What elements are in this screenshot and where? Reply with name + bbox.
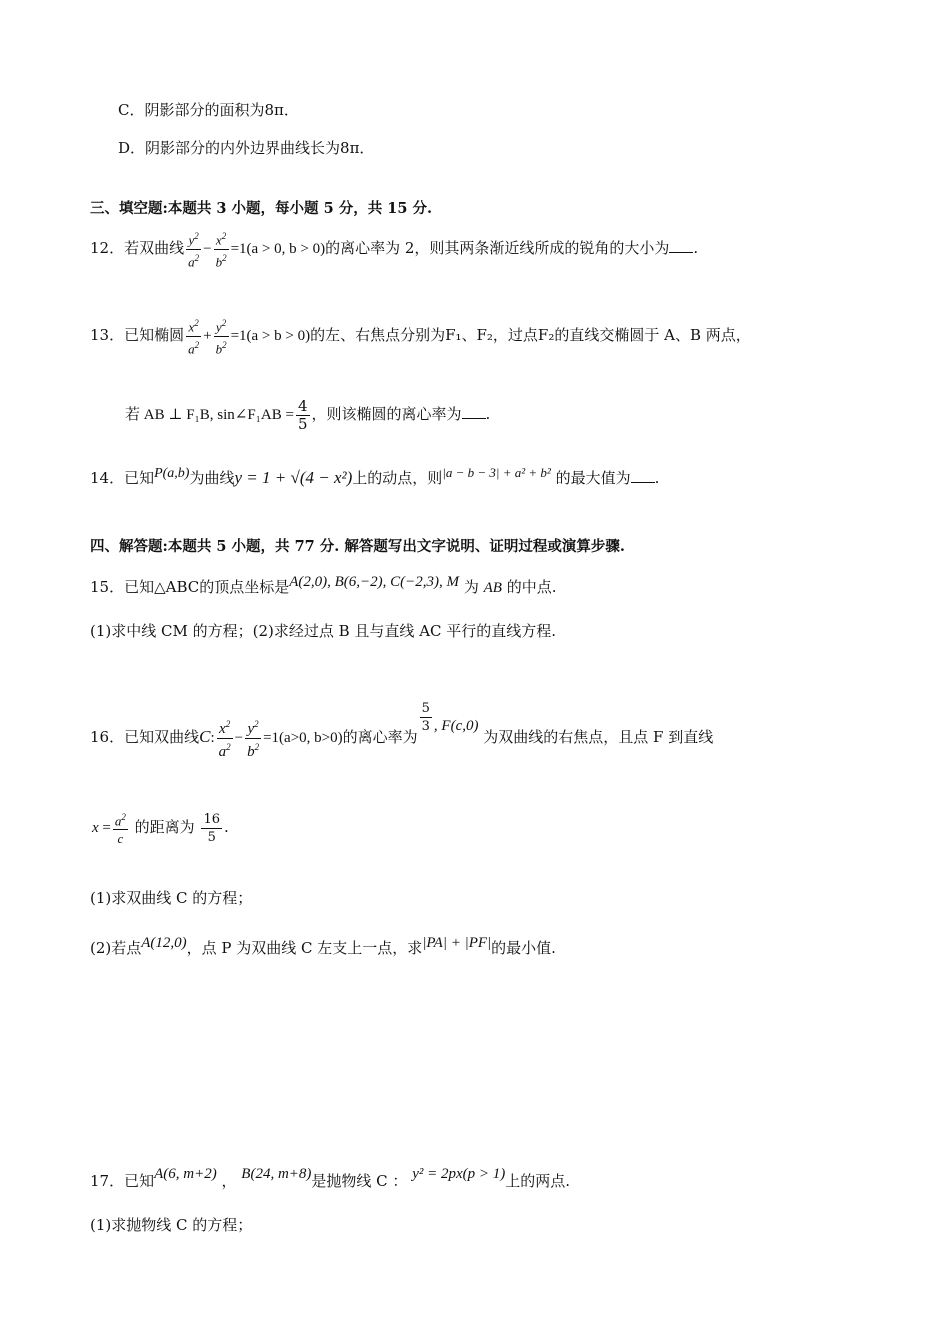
- question-13: 13．已知椭圆 $\frac{x^2}{a^2}$ + $\frac{y^2}{b^2}$ =1(a > b > 0)的左、右焦点分别为F₁、F₂，过点F₂的直线交椭圆于 A、B 两点，: [90, 315, 751, 357]
- q14-point: P(a,b): [154, 466, 190, 481]
- question-17-part1: (1)求抛物线 C 的方程；: [90, 1216, 253, 1234]
- q13-condition: 若 AB ⊥ F₁B, sin∠F₁AB =: [125, 407, 294, 423]
- q12-answer-blank[interactable]: [669, 238, 693, 253]
- q12-text: 的离心率为 2，则其两条渐近线所成的锐角的大小为: [325, 239, 670, 257]
- q13-line2-text: ，则该椭圆的离心率为: [311, 405, 462, 423]
- q14-curve: y = 1 + √(4 − x²): [234, 468, 353, 487]
- q16-point-a: A(12,0): [141, 935, 187, 951]
- question-15-parts: (1)求中线 CM 的方程；(2)求经过点 B 且与直线 AC 平行的直线方程.: [90, 622, 557, 640]
- q14-expression: |a − b − 3| + a² + b²: [442, 465, 551, 480]
- q16-frac-x: $\frac{x^2}{a^2}$: [217, 716, 233, 761]
- q13-sin-frac: $\frac{4}{5}$: [297, 396, 308, 433]
- q15-prefix: 15．已知△ABC的顶点坐标是: [90, 578, 290, 596]
- q13-text: 的左、右焦点分别为F₁、F₂，过点F₂的直线交椭圆于 A、B 两点，: [310, 326, 751, 344]
- question-15: 15．已知△ABC的顶点坐标是A(2,0), B(6,−2), C(−2,3), M 为 AB 的中点.: [90, 574, 557, 596]
- q14-answer-blank[interactable]: [631, 468, 655, 483]
- q17-point-b: B(24, m+8): [241, 1166, 312, 1182]
- q16-frac-y: $\frac{y^2}{b^2}$: [245, 716, 261, 761]
- section4-heading: 四、解答题:本题共 5 小题，共 77 分. 解答题写出文字说明、证明过程或演算步骤.: [90, 538, 625, 555]
- q16-prefix: 16．已知双曲线: [90, 728, 200, 746]
- q13-frac-y: $\frac{y^2}{b^2}$: [214, 315, 229, 357]
- q15-coords: A(2,0), B(6,−2), C(−2,3), M: [289, 574, 460, 590]
- question-14: 14．已知P(a,b)为曲线y = 1 + √(4 − x²)上的动点，则|a − b − 3| + a² + b² 的最大值为 .: [90, 465, 660, 487]
- option-c: C．阴影部分的面积为8π．: [118, 101, 299, 119]
- q13-formula-tail: =1(a > b > 0): [230, 328, 311, 344]
- q16-distance: $\frac{16}{5}$: [203, 811, 221, 845]
- question-12: 12．若双曲线 $\frac{y^2}{a^2}$ − $\frac{x^2}{b^2}$ =1(a > 0, b > 0)的离心率为 2，则其两条渐近线所成的锐角的大小为 .: [90, 228, 698, 270]
- question-16-line2: x = $\frac{a^2}{c}$ 的距离为 $\frac{16}{5}$ .: [92, 805, 229, 850]
- question-17: 17．已知A(6, m+2) ， B(24, m+8)是抛物线 C ： y² = 2px(p > 1)上的两点.: [90, 1166, 571, 1190]
- question-16-part2: (2)若点A(12,0)，点 P 为双曲线 C 左支上一点，求|PA| + |PF|的最小值.: [90, 935, 556, 957]
- option-d: D．阴影部分的内外边界曲线长为8π．: [118, 139, 375, 157]
- q12-frac-x: $\frac{x^2}{b^2}$: [214, 228, 229, 270]
- q13-answer-blank[interactable]: [462, 404, 486, 419]
- section3-heading: 三、填空题:本题共 3 小题，每小题 5 分，共 15 分.: [90, 200, 433, 217]
- q16-focus: , F(c,0): [433, 718, 479, 734]
- q12-frac-y: $\frac{y^2}{a^2}$: [186, 228, 201, 270]
- q14-text: 的最大值为: [555, 469, 631, 487]
- q14-prefix: 14．已知: [90, 469, 155, 487]
- q17-prefix: 17．已知: [90, 1172, 155, 1190]
- q13-frac-x: $\frac{x^2}{a^2}$: [186, 315, 201, 357]
- q16-expression: |PA| + |PF|: [422, 935, 492, 951]
- q17-formula: y² = 2px(p > 1): [412, 1166, 506, 1182]
- q17-point-a: A(6, m+2): [154, 1166, 217, 1182]
- q16-eccentricity: $\frac{5}{3}$: [421, 701, 430, 734]
- q12-formula-tail: =1(a > 0, b > 0): [230, 241, 326, 257]
- question-13-line2: 若 AB ⊥ F₁B, sin∠F₁AB = $\frac{4}{5}$ ，则该椭圆的离心率为 .: [125, 396, 491, 433]
- q12-prefix: 12．若双曲线: [90, 239, 185, 257]
- q13-prefix: 13．已知椭圆: [90, 326, 185, 344]
- question-16: 16．已知双曲线C: $\frac{x^2}{a^2}$ − $\frac{y^2}{b^2}$ =1(a>0, b>0)的离心率为 $\frac{5}{3}$ , F(c,0) 为双曲线的右焦点，且点 F 到直线: [90, 701, 714, 760]
- q16-formula-tail: =1(a>0, b>0): [263, 730, 343, 746]
- q16-directrix: $\frac{a^2}{c}$: [113, 809, 128, 847]
- question-16-part1: (1)求双曲线 C 的方程；: [90, 889, 253, 907]
